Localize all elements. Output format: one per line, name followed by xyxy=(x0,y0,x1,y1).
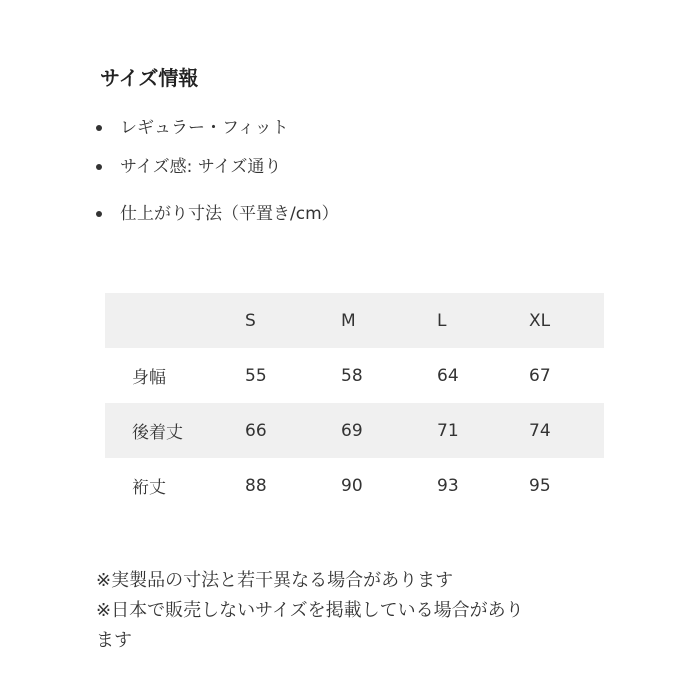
size-notes xyxy=(96,566,526,656)
header-cell-l: L xyxy=(436,293,529,348)
row-label: 身幅 xyxy=(132,368,166,388)
table-row xyxy=(105,458,604,513)
bullet-item-size-feel xyxy=(96,153,339,181)
table-row xyxy=(105,403,604,458)
size-info-title: サイズ情報 xyxy=(100,66,199,90)
table-cell: 66 xyxy=(244,403,340,458)
table-cell: 67 xyxy=(529,365,551,386)
table-row xyxy=(105,348,604,403)
size-table xyxy=(105,293,604,513)
size-info-bullets xyxy=(96,114,339,228)
table-cell: 74 xyxy=(529,403,604,458)
table-cell: 90 xyxy=(341,475,363,496)
table-cell: 58 xyxy=(341,365,363,386)
bullet-dot-icon xyxy=(96,125,102,131)
header-cell-s: S xyxy=(244,293,340,348)
header-cell-xl: XL xyxy=(529,293,604,348)
bullet-item-fit xyxy=(96,114,339,142)
bullet-text: サイズ感: サイズ通り xyxy=(120,157,282,177)
bullet-dot-icon xyxy=(96,164,102,170)
row-label: 裄丈 xyxy=(132,478,166,498)
note-item: ※日本で販売しないサイズを掲載している場合があります xyxy=(96,600,524,651)
table-cell: 88 xyxy=(245,475,267,496)
bullet-text: 仕上がり寸法（平置き/cm） xyxy=(120,204,339,224)
table-cell: 55 xyxy=(245,365,267,386)
table-cell: 93 xyxy=(437,475,459,496)
header-cell-m: M xyxy=(340,293,436,348)
note-item: ※実製品の寸法と若干異なる場合があります xyxy=(96,570,454,591)
size-table-header-row xyxy=(105,293,604,348)
row-label: 後着丈 xyxy=(105,403,244,458)
bullet-dot-icon xyxy=(96,211,102,217)
table-cell: 69 xyxy=(340,403,436,458)
table-cell: 95 xyxy=(529,475,551,496)
bullet-text: レギュラー・フィット xyxy=(120,118,289,138)
table-cell: 64 xyxy=(437,365,459,386)
header-cell-empty xyxy=(105,293,244,348)
bullet-item-dimensions xyxy=(96,200,339,228)
table-cell: 71 xyxy=(436,403,529,458)
